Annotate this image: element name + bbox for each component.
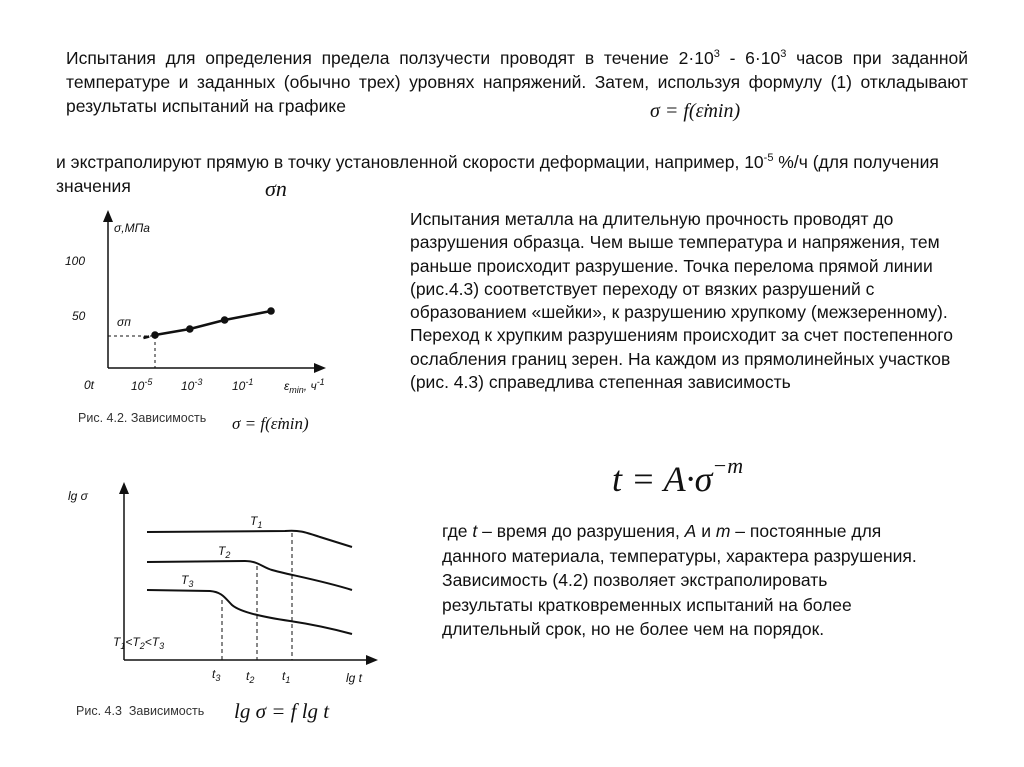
fig43-condition: $T_1<T_2<T_3$ — [113, 635, 165, 651]
where-text-2: – время до разрушения, — [477, 521, 685, 541]
fig43-curves — [147, 531, 352, 634]
extrap-text-1: и экстраполируют прямую в точку установленной скорости деформации, например, 10 — [56, 152, 764, 172]
fig42-data-point — [267, 307, 275, 315]
fig42-xtick-1: $10^{-5}$ — [131, 377, 153, 393]
extrap-text-2: %/ч (для получения значения — [56, 152, 939, 196]
fig42-caption-formula: σ = f(ε̇min) — [232, 414, 309, 433]
where-text-4: – постоянные для данного материала, температуры, характера разрушения. — [442, 521, 917, 566]
fig42-origin: 0t — [84, 378, 95, 392]
durability-paragraph: Испытания металла на длительную прочность проводят до разрушения образца. Чем выше температура и напряжения, тем раньше происходит разрушение. Точка перелома прямой линии (рис.4.3) соответствует переходу от вязких разрушений с образованием «шейки», к разрушению хрупкому (межзеренному). Переход к хрупким разрушениям происходит за счет постепенного ослабления границ зерен. На каждом из прямолинейных участков (рис. 4.3) справедлива степенная зависимость — [410, 209, 953, 393]
fig42-axes — [108, 216, 320, 368]
intro-text-1: Испытания для определения предела ползучести проводят в течение 2 — [66, 48, 689, 68]
curve-T1 — [147, 531, 352, 547]
curve-T2 — [147, 561, 352, 590]
where-t: t — [472, 521, 478, 541]
ten-2: 10 — [760, 48, 781, 68]
fig43-y-arrow — [119, 482, 129, 494]
fig42-caption: Рис. 4.2. Зависимость — [78, 411, 207, 425]
fig42-data-point — [221, 316, 229, 324]
fig43-label-T3: $T_3$ — [181, 573, 194, 589]
where-text-1: где — [442, 521, 473, 541]
where-A: A — [684, 521, 697, 541]
fig42-xtick-2: $10^{-3}$ — [181, 377, 203, 393]
fig42-y-label: σ,МПа — [114, 221, 150, 235]
fig43-label-T2: $T_2$ — [218, 544, 231, 560]
fig43-axes — [124, 490, 372, 660]
extrapolation-paragraph — [56, 150, 971, 198]
dot-1: · — [688, 48, 695, 68]
where-text-5: Зависимость (4.2) позволяет экстраполировать результаты кратковременных испытаний на более длительный срок, но не более чем на порядок. — [442, 570, 852, 639]
where-text-3: и — [696, 521, 716, 541]
dash: - 6 — [719, 48, 755, 68]
fig43-caption: Рис. 4.3 Зависимость — [76, 704, 205, 718]
fig42-ytick-100: 100 — [65, 254, 86, 268]
fig42-data-point — [151, 331, 159, 339]
fig43-y-label: lg σ — [68, 489, 88, 503]
fig42-ytick-50: 50 — [72, 309, 86, 323]
intro-formula: σ = f(ε̇min) — [650, 100, 741, 122]
fig43-x-label: lg t — [346, 671, 363, 685]
fig42-sigma-label: σп — [117, 315, 131, 329]
fig42-y-arrow — [103, 210, 113, 222]
fig43-caption-formula: lg σ = f lg t — [234, 699, 330, 723]
fig43-x-arrow — [366, 655, 378, 665]
exp-2: 3 — [780, 48, 787, 61]
intro-paragraph — [66, 46, 968, 118]
where-paragraph — [442, 519, 917, 642]
power-law-formula: $t = A\cdot\sigma^{-m}$ — [612, 453, 744, 499]
dot-2: · — [754, 48, 761, 68]
fig43-tick-t2: $t_2$ — [246, 669, 255, 685]
fig42-x-arrow — [314, 363, 326, 373]
fig43-guides — [222, 533, 292, 660]
ten-1: 10 — [694, 48, 714, 68]
fig42-xtick-3: $10^{-1}$ — [232, 377, 254, 393]
fig42-data-point — [186, 325, 194, 333]
fig43-tick-t3: $t_3$ — [212, 667, 221, 683]
intro-text-2: часов при заданной температуре и заданных (обычно трех) уровнях напряжений. Затем, используя формулу (1) откладывают результаты испытаний на графике — [66, 48, 968, 116]
fig42-fit-line — [155, 311, 271, 335]
exp-1: 3 — [713, 48, 720, 61]
fig43-label-T1: $T_1$ — [250, 514, 263, 530]
sigma-n-symbol: σп — [265, 176, 287, 201]
fig42-extrapolation-line — [143, 335, 155, 338]
curve-T3 — [147, 590, 352, 634]
extrap-exp: -5 — [763, 152, 774, 165]
fig43-tick-t1: $t_1$ — [282, 669, 291, 685]
where-m: m — [715, 521, 731, 541]
fig42-x-label: $\varepsilon_{min}$, $ч^{-1}$ — [284, 377, 325, 395]
